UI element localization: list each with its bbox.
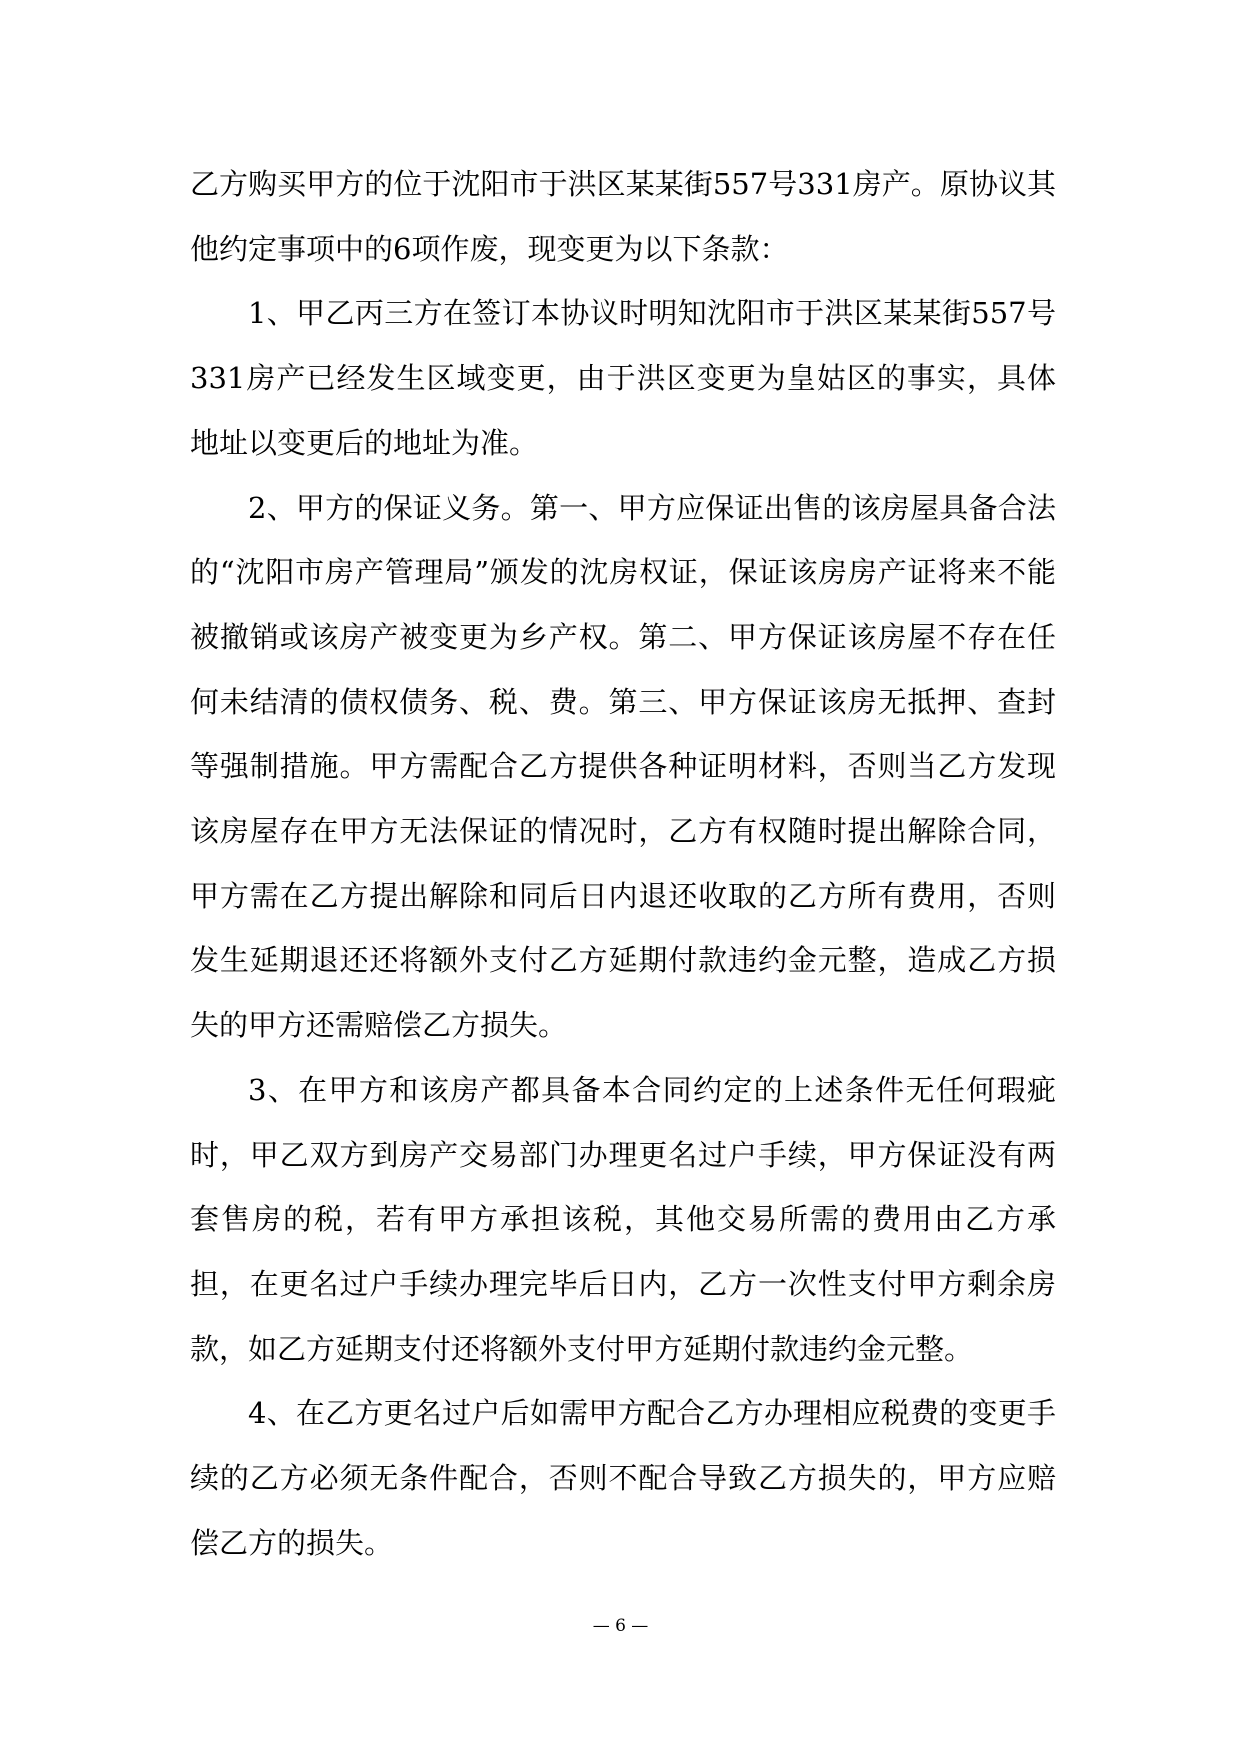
paragraph-clause-3: 3、在甲方和该房产都具备本合同约定的上述条件无任何瑕疵时，甲乙双方到房产交易部门办理更名过户手续，甲方保证没有两套售房的税，若有甲方承担该税，其他交易所需的费用由乙方承担，在更名过户手续办理完毕后日内，乙方一次性支付甲方剩余房款，如乙方延期支付还将额外支付甲方延期付款违约金元整。 — [190, 1072, 1056, 1366]
document-body — [190, 152, 1056, 1575]
paragraph-intro: 乙方购买甲方的位于沈阳市于洪区某某街557号331房产。原协议其他约定事项中的6项作废，现变更为以下条款： — [190, 167, 1056, 266]
paragraph-clause-2: 2、甲方的保证义务。第一、甲方应保证出售的该房屋具备合法的“沈阳市房产管理局”颁发的沈房权证，保证该房房产证将来不能被撤销或该房产被变更为乡产权。第二、甲方保证该房屋不存在任何未结清的债权债务、税、费。第三、甲方保证该房无抵押、查封等强制措施。甲方需配合乙方提供各种证明材料，否则当乙方发现该房屋存在甲方无法保证的情况时，乙方有权随时提出解除合同，甲方需在乙方提出解除和同后日内退还收取的乙方所有费用，否则发生延期退还还将额外支付乙方延期付款违约金元整，造成乙方损失的甲方还需赔偿乙方损失。 — [190, 490, 1056, 1043]
paragraph-clause-4: 4、在乙方更名过户后如需甲方配合乙方办理相应税费的变更手续的乙方必须无条件配合，否则不配合导致乙方损失的，甲方应赔偿乙方的损失。 — [190, 1396, 1056, 1560]
page-number: — 6 — — [592, 1616, 649, 1636]
paragraph-clause-1: 1、甲乙丙三方在签订本协议时明知沈阳市于洪区某某街557号331房产已经发生区域变更，由于洪区变更为皇姑区的事实，具体地址以变更后的地址为准。 — [190, 296, 1056, 460]
